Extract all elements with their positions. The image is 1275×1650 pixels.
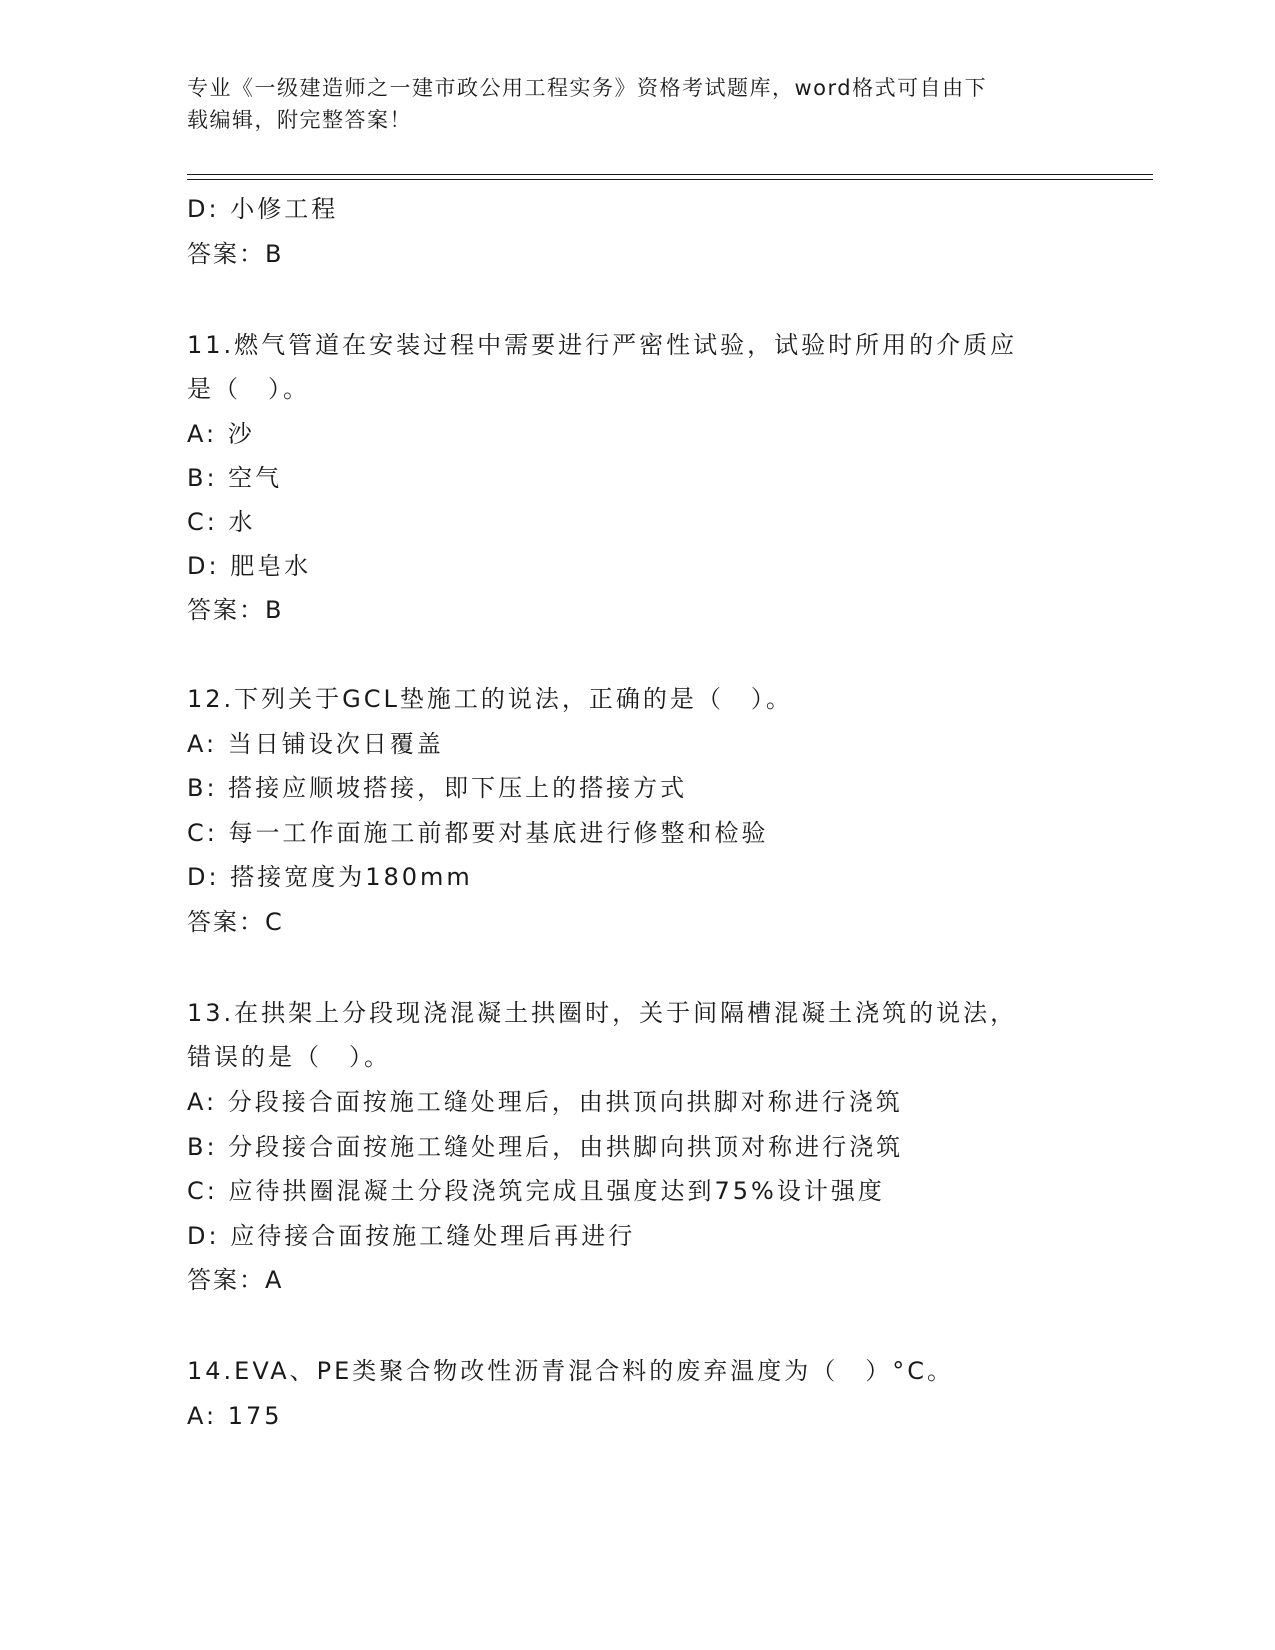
option-a: A: 沙 <box>187 420 255 448</box>
option-a: A: 分段接合面按施工缝处理后，由拱顶向拱脚对称进行浇筑 <box>187 1088 903 1116</box>
option-a: A: 当日铺设次日覆盖 <box>187 730 444 758</box>
option-c: C: 水 <box>187 508 256 536</box>
header-divider-bottom <box>187 179 1153 180</box>
question-stem-line-2: 是（ ）。 <box>187 375 310 403</box>
header-text <box>187 72 1087 136</box>
question-stem-line-1: 13.在拱架上分段现浇混凝土拱圈时，关于间隔槽混凝土浇筑的说法， <box>187 999 1018 1027</box>
question-stem-line-1: 14.EVA、PE类聚合物改性沥青混合料的废弃温度为（ ）°C。 <box>187 1357 955 1385</box>
option-c: C: 应待拱圈混凝土分段浇筑完成且强度达到75%设计强度 <box>187 1177 885 1205</box>
option-d: D: 搭接宽度为180mm <box>187 863 473 891</box>
option-d: D: 小修工程 <box>187 195 339 223</box>
option-d: D: 肥皂水 <box>187 552 312 580</box>
option-c: C: 每一工作面施工前都要对基底进行修整和检验 <box>187 819 769 847</box>
option-d: D: 应待接合面按施工缝处理后再进行 <box>187 1222 636 1250</box>
option-b: B: 空气 <box>187 464 283 492</box>
option-a: A: 175 <box>187 1402 283 1430</box>
option-b: B: 分段接合面按施工缝处理后，由拱脚向拱顶对称进行浇筑 <box>187 1133 904 1161</box>
header-line-1: 专业《一级建造师之一建市政公用工程实务》资格考试题库，word格式可自由下 <box>187 76 988 100</box>
answer: 答案：A <box>187 1266 284 1294</box>
option-b: B: 搭接应顺坡搭接，即下压上的搭接方式 <box>187 774 688 802</box>
question-stem-line-1: 11.燃气管道在安装过程中需要进行严密性试验，试验时所用的介质应 <box>187 331 1018 359</box>
header-divider-top <box>187 174 1153 175</box>
answer: 答案：B <box>187 240 284 268</box>
answer: 答案：C <box>187 908 284 936</box>
question-stem-line-2: 错误的是（ ）。 <box>187 1043 391 1071</box>
answer: 答案：B <box>187 596 284 624</box>
header-line-2: 载编辑，附完整答案！ <box>187 108 412 132</box>
question-stem-line-1: 12.下列关于GCL垫施工的说法，正确的是（ ）。 <box>187 685 793 713</box>
